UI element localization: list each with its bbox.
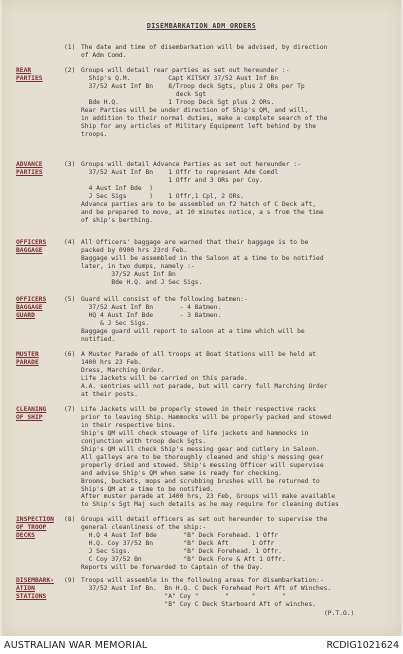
- section-heading: INSPECTION: [16, 516, 54, 523]
- section-text-line: deck Sgt: [81, 90, 207, 98]
- section-text-line: Reports will be forwarded to Captain of the Day.: [81, 563, 263, 571]
- section-number: (8): [64, 516, 76, 523]
- section-number: (3): [64, 161, 76, 168]
- section-text-line: 37/52 Aust Inf Bn - 4 Batmen.: [81, 303, 222, 311]
- section-text-line: Advance parties are to be assembled on f2 hatch of C Deck aft,: [81, 200, 317, 208]
- section-text-line: general cleanliness of the ship:-: [81, 523, 207, 531]
- document-page: [2, 0, 401, 636]
- section-heading: PARTIES: [16, 168, 43, 176]
- section-text-line: troops.: [81, 130, 108, 138]
- section-text-line: & J Sec Sigs.: [81, 319, 150, 327]
- section-text-line: Groups will detail rear parties as set out hereunder :-: [81, 67, 290, 74]
- section-text-line: After muster parade at 1400 hrs, 23 Feb, Groups will make available: [81, 493, 336, 501]
- section-heading: CLEANING: [16, 406, 47, 413]
- section-text-line: Rear Parties will be under direction of Ship's QM, and will,: [81, 106, 309, 114]
- section-text-line: Life Jackets will be properly stowed in their respective racks: [81, 406, 317, 413]
- section-text-line: H.Q. Coy 37/52 Bn "B" Deck Aft 1 Offr: [81, 539, 275, 547]
- archive-footer: [0, 636, 403, 654]
- section-text-line: Groups will detail Advance Parties as set out hereunder :-: [81, 161, 301, 168]
- section-text-line: later, in two dumps, namely :-: [81, 262, 195, 270]
- section-text-line: H.Q 4 Aust Inf Bde "B" Deck Forehead. 1 Offr: [81, 531, 279, 539]
- section-text-line: packed by 0900 hrs 23rd Feb.: [81, 246, 188, 254]
- section-text-line: 1400 hrs 23 Feb.: [81, 358, 142, 366]
- section-text-line: C Coy 37/52 Bn "B" Deck Fore & Aft 1 Offr.: [81, 555, 286, 563]
- section-text-line: of Adm Comd.: [81, 51, 127, 59]
- section-text-line: to Ship's Sgt Maj such details as he may require for cleaning duties: [81, 501, 339, 509]
- section-heading: BAGGAGE: [16, 303, 43, 311]
- section-heading: GUARD: [16, 311, 35, 319]
- section-text-line: Ship's QM at a time to be notified.: [81, 485, 214, 493]
- section-heading: STATIONS: [16, 592, 47, 600]
- section-heading: OFFICERS: [16, 239, 47, 246]
- section-text-line: HQ 4 Aust Inf Bde - 3 Batmen.: [81, 311, 222, 319]
- section-heading: DISEMBARK-: [16, 577, 54, 584]
- document-title: DISEMBARKATION ADM ORDERS: [146, 22, 257, 30]
- section-text-line: Ship's QM will check stowage of life jackets and hammocks in: [81, 429, 309, 437]
- section-heading: OF TROOP: [16, 523, 47, 531]
- section-text-line: and advise Ship's QM when same is ready for checking.: [81, 469, 282, 477]
- section-text-line: properly dried and stowed. Ship's messing Officer will supervise: [81, 461, 324, 469]
- pto-note: (P.T.O.): [324, 610, 355, 617]
- section-text-line: "A" Coy " " " ": [81, 592, 286, 600]
- section-text-line: Groups will detail officers as set out hereunder to supervise the: [81, 516, 328, 523]
- section-text-line: 37/52 Aust Inf Bn 8/Troop deck Sgts, plus 2 ORs per Tp: [81, 82, 305, 90]
- section-text-line: A Muster Parade of all troops at Boat Stations will be held at: [81, 351, 317, 358]
- section-text-line: at their posts.: [81, 390, 138, 398]
- section-number: (1): [64, 44, 76, 51]
- section-heading: OF SHIP: [16, 413, 43, 421]
- section-heading: ATION: [16, 584, 35, 592]
- section-text-line: All galleys are to be thoroughly cleaned and ship's messing gear: [81, 453, 324, 461]
- section-text-line: of ship's berthing.: [81, 216, 154, 224]
- section-text-line: 37/52 Aust Inf Bn: [81, 270, 176, 278]
- section-text-line: Guard will consist of the following batmen:-: [81, 296, 248, 303]
- section-text-line: Bde H.Q. 1 Troop Deck Sgt plus 2 ORs.: [81, 98, 275, 106]
- section-text-line: and be prepared to move, at 10 minutes notice, a s from the time: [81, 208, 324, 216]
- section-number: (7): [64, 406, 76, 413]
- section-heading: OFFICERS: [16, 296, 47, 303]
- archive-name: AUSTRALIAN WAR MEMORIAL: [4, 640, 148, 651]
- section-text-line: J Sec Sigs. "B" Deck Forehead. 1 Offr.: [81, 547, 282, 555]
- section-text-line: Bde H.Q. and J Sec Sigs.: [81, 278, 203, 286]
- section-heading: REAR: [16, 67, 32, 74]
- section-text-line: The date and time of disembarkation will be advised, by direction: [81, 44, 328, 51]
- section-number: (2): [64, 67, 76, 74]
- section-number: (9): [64, 577, 76, 584]
- section-number: (5): [64, 296, 76, 303]
- section-number: (6): [64, 351, 76, 358]
- section-text-line: conjunction with troop deck Sgts.: [81, 437, 207, 445]
- section-heading: BAGGAGE: [16, 246, 43, 254]
- section-text-line: "B" Coy C Deck Starboard Aft of winches.: [81, 600, 317, 608]
- section-text-line: 4 Aust Inf Bde ): [81, 184, 154, 192]
- section-text-line: notified.: [81, 335, 116, 343]
- section-text-line: Ship's QM will check Ship's messing gear and cutlery in Saloon.: [81, 445, 320, 453]
- section-text-line: Life Jackets will be carried on this parade.: [81, 374, 248, 382]
- section-text-line: Baggage guard will report to saloon at a time which will be: [81, 327, 305, 335]
- section-heading: DECKS: [16, 531, 35, 539]
- section-text-line: All Officers' baggage are warned that their baggage is to be: [81, 239, 309, 246]
- section-text-line: 37/52 Aust Inf Bn 1 Offr to represent Adm Comdl: [81, 168, 279, 176]
- section-text-line: Ship for any articles of Military Equipment left behind by the: [81, 122, 317, 130]
- archive-id: RCDIG1021624: [326, 640, 399, 651]
- section-text-line: A.A. sentries will not parade, but will carry full Marching Order: [81, 382, 328, 390]
- section-text-line: Baggage will be assembled in the Saloon at a time to be notified: [81, 254, 324, 262]
- section-heading: PARADE: [16, 358, 39, 366]
- section-heading: ADVANCE: [16, 161, 43, 168]
- section-text-line: 37/52 Aust Inf Bn. Bn H.Q. C Deck Forehead Port Aft of Winches.: [81, 584, 332, 592]
- section-heading: MUSTER: [16, 351, 39, 358]
- section-text-line: J Sec Sigs ) 1 Offr,1 Cpl, 2 ORs.: [81, 192, 245, 200]
- section-text-line: Brooms, buckets, mops and scrubbing brushes will be returned to: [81, 477, 320, 485]
- section-heading: PARTIES: [16, 74, 43, 82]
- section-number: (4): [64, 239, 76, 246]
- section-text-line: 1 Offr and 3 ORs per Coy.: [81, 176, 263, 184]
- section-text-line: Ship's Q.M. Capt KITSKY 37/52 Aust Inf Bn: [81, 74, 279, 82]
- section-text-line: prior to leaving Ship. Hammocks will be properly packed and stowed: [81, 413, 332, 421]
- section-text-line: Troops will assemble in the following areas for disembarkation:-: [81, 577, 324, 584]
- section-text-line: in their respective bins.: [81, 421, 176, 429]
- section-text-line: in addition to their normal duties, make a complete search of the: [81, 114, 328, 122]
- section-text-line: Dress, Marching Order.: [81, 366, 165, 374]
